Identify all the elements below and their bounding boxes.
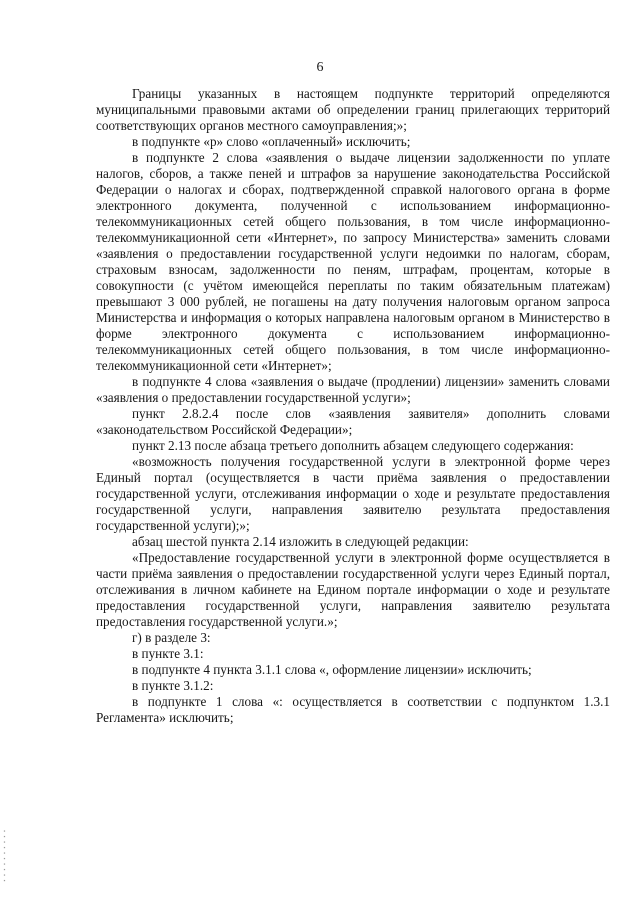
paragraph: «возможность получения государственной услуги в электронной форме через Единый портал (осуществляется в части приёма заявления о предоставлении государственной услуги, отслеживания информации о ходе и результате предоставления государственной услуги, направления заявителю результата предоставления государственной услуги);»; xyxy=(96,454,610,533)
paragraph: в пункте 3.1: xyxy=(132,646,204,661)
paragraph: пункт 2.8.2.4 после слов «заявления заявителя» дополнить словами «законодательством Российской Федерации»; xyxy=(96,406,610,437)
page-number: 6 xyxy=(316,60,324,75)
paragraph: пункт 2.13 после абзаца третьего дополнить абзацем следующего содержания: xyxy=(132,438,574,453)
margin-stamp-mark: ▪▪▪▪▪▪▪▪▪▪ xyxy=(2,827,7,882)
paragraph: абзац шестой пункта 2.14 изложить в следующей редакции: xyxy=(132,534,469,549)
paragraph: г) в разделе 3: xyxy=(132,630,211,645)
paragraph: в пункте 3.1.2: xyxy=(132,678,214,693)
paragraph: «Предоставление государственной услуги в электронной форме осуществляется в части приёма заявления о предоставлении государственной услуги через Единый портал, отслеживания в личном кабинете на Едином портале информации о ходе и результате предоставления государственной услуги, направления заявителю результата предоставления государственной услуги.»; xyxy=(96,550,610,629)
document-body xyxy=(96,86,610,726)
paragraph: в подпункте 2 слова «заявления о выдаче лицензии задолженности по уплате налогов, сборов, а также пеней и штрафов за нарушение законодательства Российской Федерации о налогах и сборах, подтвержденной справкой налогового органа в форме электронного документа, полученной с использованием информационно-телекоммуникационных сетей общего пользования, в том числе информационно-телекоммуникационной сети «Интернет», по запросу Министерства» заменить словами «заявления о предоставлении государственной услуги недоимки по налогам, сборам, страховым взносам, задолженности по пеням, штрафам, процентам, которые в совокупности (с учётом имеющейся переплаты по таким обязательным платежам) превышают 3 000 рублей, не погашены на дату получения налоговым органом запроса Министерства и информация о которых направлена налоговым органом в Министерство в форме электронного документа с использованием информационно-телекоммуникационных сетей общего пользования, в том числе информационно-телекоммуникационной сети «Интернет»; xyxy=(96,150,610,373)
paragraph: в подпункте 1 слова «: осуществляется в соответствии с подпунктом 1.3.1 Регламента» исключить; xyxy=(96,694,610,725)
paragraph: в подпункте 4 слова «заявления о выдаче (продлении) лицензии» заменить словами «заявления о предоставлении государственной услуги»; xyxy=(96,374,610,405)
paragraph: Границы указанных в настоящем подпункте территорий определяются муниципальными правовыми актами об определении границ прилегающих территорий соответствующих органов местного самоуправления;»; xyxy=(96,86,610,133)
paragraph: в подпункте 4 пункта 3.1.1 слова «, оформление лицензии» исключить; xyxy=(132,662,532,677)
paragraph: в подпункте «р» слово «оплаченный» исключить; xyxy=(132,134,411,149)
